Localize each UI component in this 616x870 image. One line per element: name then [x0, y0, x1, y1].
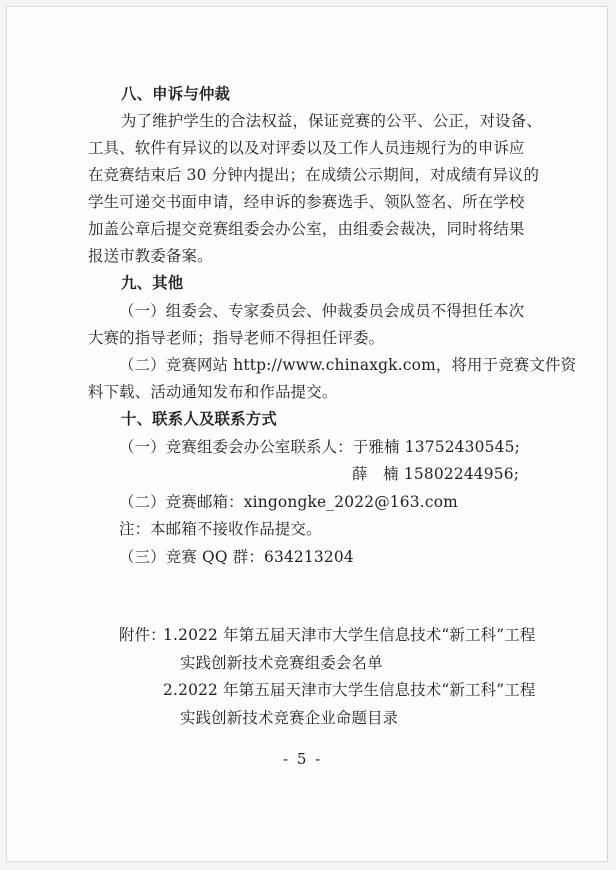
contact-line-1: （一）竞赛组委会办公室联系人：于雅楠 13752430545;: [119, 438, 521, 456]
contact-email: （二）竞赛邮箱：xingongke_2022@163.com: [119, 493, 458, 511]
section-8-heading: 八、申诉与仲裁: [121, 85, 231, 103]
attachments-label: 附件：: [119, 626, 166, 644]
section-9-item-2-line-1: （二）竞赛网站 http://www.chinaxgk.com，将用于竞赛文件资: [119, 356, 577, 374]
section-8-line-3: 在竞赛结束后 30 分钟内提出；在成绩公示期间，对成绩有异议的: [88, 166, 540, 184]
section-8-line-2: 工具、软件有异议的以及对评委以及工作人员违规行为的申诉应: [88, 139, 525, 157]
section-10-heading: 十、联系人及联系方式: [121, 410, 277, 428]
contact-line-2: 薛 楠 15802244956;: [352, 465, 520, 483]
page-number: - 5 -: [283, 750, 323, 768]
attachment-2-line-2: 实践创新技术竞赛企业命题目录: [180, 709, 399, 727]
section-8-line-6: 报送市教委备案。: [88, 247, 213, 265]
section-8-line-1: 为了维护学生的合法权益，保证竞赛的公平、公正，对设备、: [121, 112, 542, 130]
section-9-item-1-line-1: （一）组委会、专家委员会、仲裁委员会成员不得担任本次: [119, 302, 525, 320]
attachment-1-line-1: 1.2022 年第五届天津市大学生信息技术“新工科”工程: [163, 626, 536, 644]
attachment-1-line-2: 实践创新技术竞赛组委会名单: [180, 654, 383, 672]
section-9-item-2-line-2: 料下载、活动通知发布和作品提交。: [88, 383, 338, 401]
section-8-line-4: 学生可递交书面申请，经申诉的参赛选手、领队签名、所在学校: [88, 193, 525, 211]
document-page: [6, 6, 608, 862]
contact-email-note: 注：本邮箱不接收作品提交。: [119, 520, 322, 538]
section-9-item-1-line-2: 大赛的指导老师；指导老师不得担任评委。: [88, 329, 385, 347]
section-9-heading: 九、其他: [121, 274, 184, 292]
attachment-2-line-1: 2.2022 年第五届天津市大学生信息技术“新工科”工程: [163, 681, 536, 699]
section-8-line-5: 加盖公章后提交竞赛组委会办公室，由组委会裁决，同时将结果: [88, 220, 525, 238]
contact-qq-group: （三）竞赛 QQ 群：634213204: [119, 548, 354, 566]
